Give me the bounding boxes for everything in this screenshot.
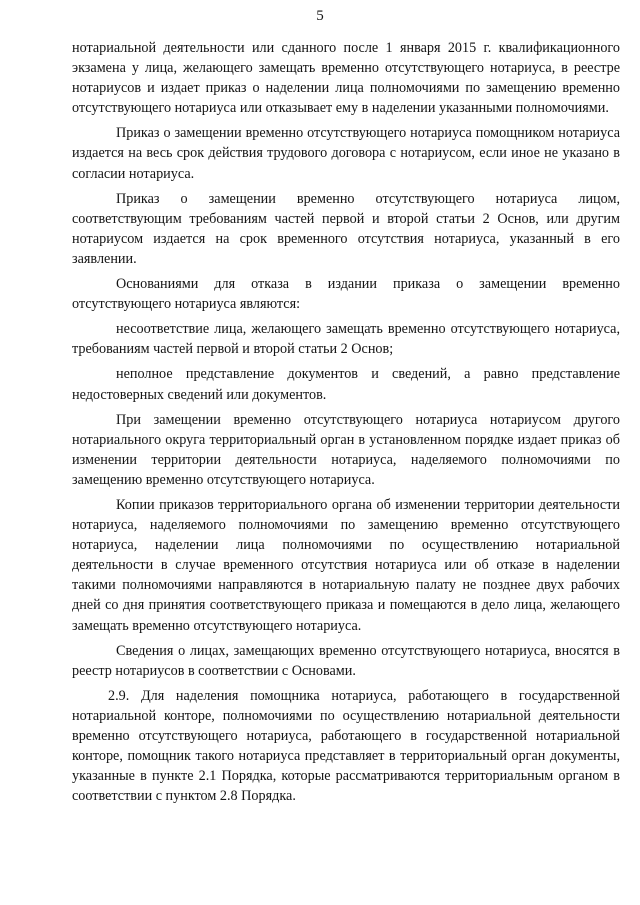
paragraph: неполное представление документов и сведений, а равно представление недостоверных сведений или документов. xyxy=(72,366,620,403)
paragraph: Сведения о лицах, замещающих временно отсутствующего нотариуса, вносятся в реестр нотариусов в соответствии с Основами. xyxy=(72,642,620,679)
paragraph: несоответствие лица, желающего замещать временно отсутствующего нотариуса, требованиям частей первой и второй статьи 2 Основ; xyxy=(72,321,620,358)
paragraph: нотариальной деятельности или сданного после 1 января 2015 г. квалификационного экзамена у лица, желающего замещать временно отсутствующего нотариуса, в реестре нотариусов и издает приказ о наделении лица полномочиями по замещению временно отсутствующего нотариуса или отказывает ему в наделении указанными полномочиями. xyxy=(72,40,620,117)
page-number: 5 xyxy=(316,8,324,24)
section-paragraph: 2.9. Для наделения помощника нотариуса, работающего в государственной нотариальной конторе, полномочиями по осуществлению нотариальной деятельности временно отсутствующего нотариуса, работающего в государственной нотариальной конторе, помощник такого нотариуса представляет в территориальный орган документы, указанные в пункте 2.1 Порядка, которые рассматриваются территориальным органом в соответствии с пунктом 2.8 Порядка. xyxy=(72,687,620,805)
paragraph: Копии приказов территориального органа об изменении территории деятельности нотариуса, наделяемого полномочиями по замещению временно отсутствующего нотариуса, наделении лица полномочиями по осуществлению нотариальной деятельности в случае временного отсутствия нотариуса или об отказе в наделении такими полномочиями направляются в нотариальную палату не позднее двух рабочих дней со дня принятия соответствующего приказа и помещаются в дело лица, желающего замещать временно отсутствующего нотариуса. xyxy=(72,496,620,634)
paragraph: Приказ о замещении временно отсутствующего нотариуса лицом, соответствующим требованиям частей первой и второй статьи 2 Основ, или другим нотариусом издается на срок временного отсутствия нотариуса, указанный в его заявлении. xyxy=(72,190,620,267)
paragraph: При замещении временно отсутствующего нотариуса нотариусом другого нотариального округа территориальный орган в установленном порядке издает приказ об изменении территории деятельности нотариуса, наделяемого полномочиями по замещению временно отсутствующего нотариуса. xyxy=(72,411,620,488)
paragraph: Приказ о замещении временно отсутствующего нотариуса помощником нотариуса издается на весь срок действия трудового договора с нотариусом, если иное не указано в согласии нотариуса. xyxy=(72,125,620,182)
paragraph: Основаниями для отказа в издании приказа о замещении временно отсутствующего нотариуса являются: xyxy=(72,276,620,313)
document-body xyxy=(72,38,620,811)
